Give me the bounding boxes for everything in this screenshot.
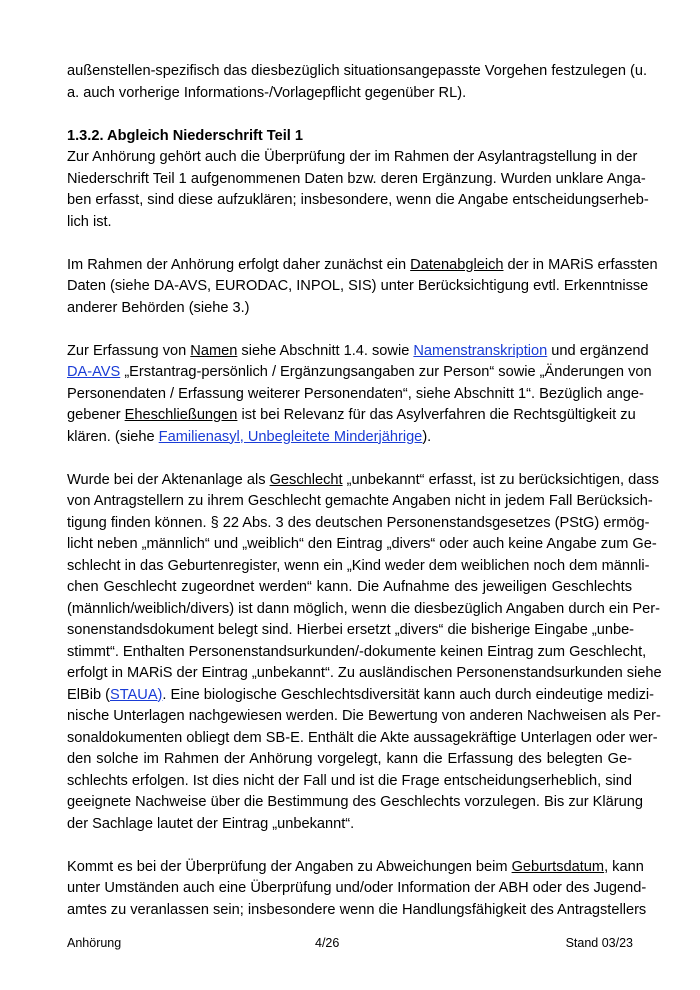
p2-line-2: Daten (siehe DA-AVS, EURODAC, INPOL, SIS) unter Berücksichtigung evtl. Erkenntnisse [67, 278, 649, 294]
namenstranskription-link[interactable]: Namenstranskription [413, 342, 548, 359]
p4-line: den solche im Rahmen der Anhörung vorgelegt, kann die Erfassung des belegten Ge- [67, 751, 632, 767]
p5-line-1: Kommt es bei der Überprüfung der Angaben zu Abweichungen beim Geburtsdatum, kann [67, 858, 644, 875]
intro-line-2: a. auch vorherige Informations-/Vorlagepflicht gegenüber RL). [67, 84, 467, 101]
p3-line-2: DA-AVS „Erstantrag-persönlich / Ergänzungsangaben zur Person“ sowie „Änderungen von [67, 364, 652, 380]
p1-line-1: Zur Anhörung gehört auch die Überprüfung der im Rahmen der Asylantragstellung in der [67, 149, 638, 165]
p4-line: sonenstandsdokument belegt sind. Hierbei ersetzt „divers“ die bisherige Eingabe „unbe- [67, 622, 635, 638]
eheschliessungen-term: Eheschließungen [124, 407, 238, 423]
geschlecht-term: Geschlecht [269, 471, 343, 488]
p4-line: licht neben „männlich“ und „weiblich“ den Eintrag „divers“ oder auch keine Angabe zum Ge- [67, 536, 657, 552]
da-avs-link[interactable]: DA-AVS [67, 364, 121, 380]
p4-line-last: der Sachlage lautet der Eintrag „unbekannt“. [67, 815, 355, 832]
staua-link[interactable]: STAUA) [109, 686, 163, 703]
p3-line-3: Personendaten / Erfassung weiterer Personendaten“, siehe Abschnitt 1“. Bezüglich ange- [67, 385, 644, 402]
p3-line-5: klären. (siehe Familienasyl, Unbegleitete Minderjährige). [67, 428, 432, 445]
p4-line: schlecht in das Geburtenregister, wenn ein „Kind weder dem weiblichen noch dem männli- [67, 557, 650, 574]
p3-line-4: gebener Eheschließungen ist bei Relevanz für das Asylverfahren die Rechtsgültigkeit zu [67, 407, 636, 423]
p4-line: sonaldokumenten obliegt dem SB-E. Enthält die Akte aussagekräftige Unterlagen oder wer- [67, 729, 658, 746]
document-body [67, 61, 662, 921]
p4-line: erfolgt in MARiS der Eintrag „unbekannt“. Zu ausländischen Personenstandsurkunden siehe [67, 665, 662, 681]
familienasyl-link[interactable]: Familienasyl, Unbegleitete Minderjährige [158, 428, 423, 445]
p3-line-1: Zur Erfassung von Namen siehe Abschnitt 1.4. sowie Namenstranskription und ergänzend [67, 342, 649, 359]
section-heading: 1.3.2. Abgleich Niederschrift Teil 1 [67, 127, 304, 144]
p5-line-2: unter Umständen auch eine Überprüfung und/oder Information der ABH oder des Jugend- [67, 880, 647, 896]
p4-line: (männlich/weiblich/divers) ist dann möglich, wenn die diesbezüglich Angaben durch ein Per- [67, 600, 660, 617]
p4-line: von Antragstellern zu ihrem Geschlecht gemachte Angaben nicht in jedem Fall Berücksich- [67, 493, 653, 509]
page-footer [67, 936, 633, 954]
p4-line: stimmt“. Enthalten Personenstandsurkunden/-dokumente keinen Eintrag zum Geschlecht, [67, 643, 647, 660]
p4-line: schlechts erfolgen. Ist dies nicht der Fall und ist die Frage entscheidungserheblich, sind [67, 772, 632, 789]
p4-line-staua: ElBib (STAUA). Eine biologische Geschlechtsdiversität kann auch durch eindeutige medizi- [67, 686, 655, 703]
p4-line: nische Unterlagen nachgewiesen werden. Die Bewertung von anderen Nachweisen als Per- [67, 708, 661, 724]
geburtsdatum-term: Geburtsdatum [511, 858, 605, 875]
page-number: 4/26 [315, 936, 340, 950]
p4-line: tigung finden können. § 22 Abs. 3 des deutschen Personenstandsgesetzes (PStG) ermög- [67, 514, 650, 531]
p5-line-3: amtes zu veranlassen sein; insbesondere wenn die Handlungsfähigkeit des Antragstellers [67, 901, 647, 918]
footer-version: Stand 03/23 [565, 936, 633, 950]
namen-term: Namen [190, 342, 238, 359]
p4-line-1: Wurde bei der Aktenanlage als Geschlecht „unbekannt“ erfasst, ist zu berücksichtigen, dass [67, 471, 659, 488]
p1-line-2: Niederschrift Teil 1 aufgenommenen Daten bzw. deren Ergänzung. Wurden unklare Anga- [67, 170, 646, 187]
datenabgleich-term: Datenabgleich [410, 256, 504, 273]
p4-line: geeignete Nachweise über die Bestimmung des Geschlechts vorzulegen. Bis zur Klärung [67, 794, 643, 810]
p2-line-3: anderer Behörden (siehe 3.) [67, 299, 250, 316]
intro-line-1: außenstellen-spezifisch das diesbezüglich situationsangepasste Vorgehen festzulegen (u. [67, 63, 648, 79]
p2-line-1: Im Rahmen der Anhörung erfolgt daher zunächst ein Datenabgleich der in MARiS erfassten [67, 256, 658, 273]
footer-title: Anhörung [67, 936, 122, 950]
p1-line-3: ben erfasst, sind diese aufzuklären; insbesondere, wenn die Angabe entscheidungserheb- [67, 192, 649, 208]
p4-line: chen Geschlecht zugeordnet werden“ kann. Die Aufnahme des jeweiligen Geschlechts [67, 579, 632, 595]
p1-line-4: lich ist. [67, 213, 112, 230]
